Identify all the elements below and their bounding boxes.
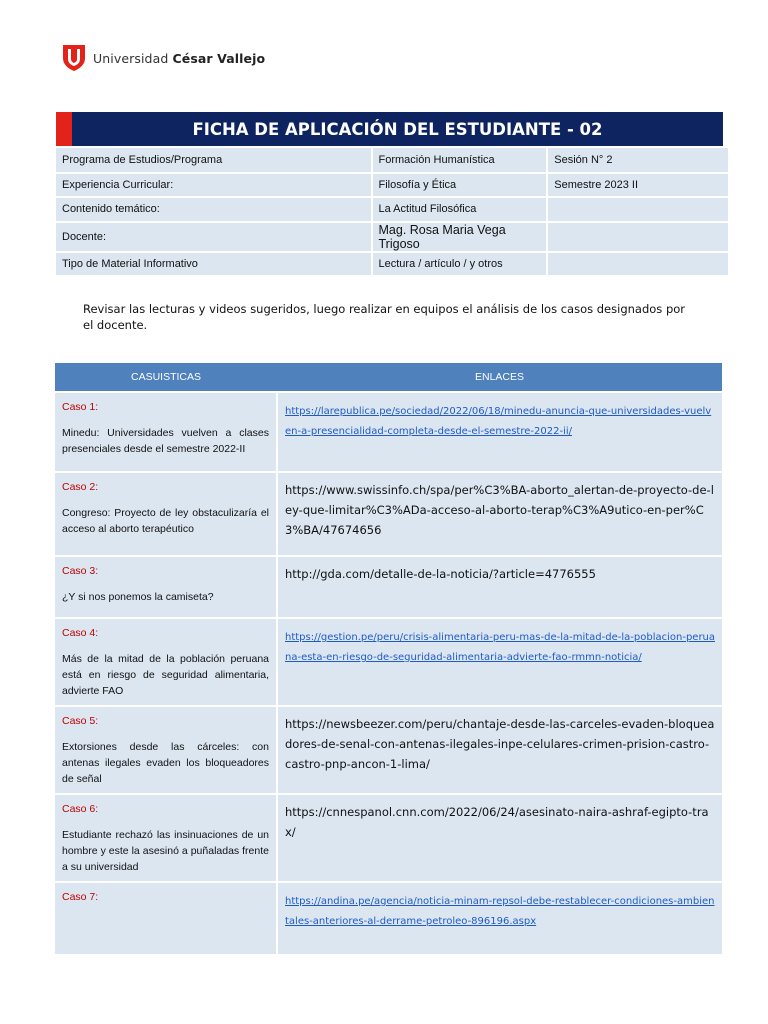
case-label: Caso 4: [62,627,99,639]
page-title: FICHA DE APLICACIÓN DEL ESTUDIANTE - 02 [72,112,723,146]
info-value: Filosofía y Ética [372,173,548,198]
university-logo [62,44,265,72]
info-label: Experiencia Curricular: [56,173,372,198]
link-cell [277,706,722,794]
link-cell [277,618,722,706]
link-cell [277,472,722,556]
case-cell [55,882,277,954]
info-label: Contenido temático: [56,197,372,222]
case-link[interactable]: https://andina.pe/agencia/noticia-minam-repsol-debe-restablecer-condiciones-ambientales-anteriores-al-derrame-petroleo-896196.aspx [285,896,715,927]
info-row [56,148,729,173]
university-shield-icon [62,44,86,72]
title-bar [56,112,723,146]
case-description: Estudiante rechazó las insinuaciones de un hombre y este la asesinó a puñaladas frente a su universidad [62,829,269,873]
case-link: https://newsbeezer.com/peru/chantaje-desde-las-carceles-evaden-bloqueadores-de-senal-con-antenas-ilegales-inpe-celulares-crimen-prision-castro-castro-pnp-ancon-1-lima/ [285,717,715,771]
cases-table [55,363,722,954]
case-description: ¿Y si nos ponemos la camiseta? [62,591,214,603]
link-cell [277,794,722,882]
info-value: Lectura / artículo / y otros [372,252,548,277]
info-label: Tipo de Material Informativo [56,252,372,277]
info-value: La Actitud Filosófica [372,197,548,222]
link-cell [277,556,722,618]
case-cell [55,618,277,706]
case-label: Caso 5: [62,715,99,727]
case-cell [55,392,277,472]
case-description: Extorsiones desde las cárceles: con antenas ilegales evaden los bloqueadores de señal [62,741,269,785]
info-row [56,252,729,277]
case-cell [55,556,277,618]
case-description: Congreso: Proyecto de ley obstaculizaría el acceso al aborto terapéutico [62,507,269,535]
case-label: Caso 6: [62,803,99,815]
case-label: Caso 3: [62,565,99,577]
case-row [55,392,722,472]
info-value: Mag. Rosa Maria Vega Trigoso [372,222,548,252]
case-label: Caso 2: [62,481,99,493]
info-row [56,173,729,198]
case-label: Caso 7: [62,891,99,903]
case-row [55,472,722,556]
case-label: Caso 1: [62,401,99,413]
info-value: Formación Humanística [372,148,548,173]
case-link: https://cnnespanol.cnn.com/2022/06/24/asesinato-naira-ashraf-egipto-trax/ [285,805,709,839]
info-extra [547,197,729,222]
case-row [55,618,722,706]
case-row [55,882,722,954]
case-description: Más de la mitad de la población peruana está en riesgo de seguridad alimentaria, advierte FAO [62,653,269,697]
info-row [56,197,729,222]
link-cell [277,882,722,954]
case-row [55,794,722,882]
info-label: Programa de Estudios/Programa [56,148,372,173]
case-cell [55,472,277,556]
info-row [56,222,729,252]
info-extra: Semestre 2023 II [547,173,729,198]
case-link: https://www.swissinfo.ch/spa/per%C3%BA-aborto_alertan-de-proyecto-de-ley-que-limitar%C3%ADa-acceso-al-aborto-terap%C3%A9utico-en-per%C3%BA/47674656 [285,483,714,537]
info-extra: Sesión N° 2 [547,148,729,173]
case-description: Minedu: Universidades vuelven a clases presenciales desde el semestre 2022-II [62,427,269,455]
info-table [56,148,730,277]
info-label: Docente: [56,222,372,252]
info-extra [547,252,729,277]
case-row [55,556,722,618]
info-extra [547,222,729,252]
case-link[interactable]: https://gestion.pe/peru/crisis-alimentaria-peru-mas-de-la-mitad-de-la-poblacion-peruana-esta-en-riesgo-de-seguridad-alimentaria-advierte-fao-rmmn-noticia/ [285,632,716,663]
header-enlaces: ENLACES [277,363,722,392]
case-link: http://gda.com/detalle-de-la-noticia/?article=4776555 [285,567,596,581]
title-accent [56,112,72,146]
instruction-text: Revisar las lecturas y videos sugeridos, luego realizar en equipos el análisis de los casos designados por el docente. [83,302,686,332]
university-name: Universidad César Vallejo [93,50,266,66]
case-row [55,706,722,794]
case-cell [55,794,277,882]
header-casuisticas: CASUISTICAS [55,363,277,392]
case-link[interactable]: https://larepublica.pe/sociedad/2022/06/18/minedu-anuncia-que-universidades-vuelven-a-presencialidad-completa-desde-el-semestre-2022-ii/ [285,406,712,437]
case-cell [55,706,277,794]
link-cell [277,392,722,472]
